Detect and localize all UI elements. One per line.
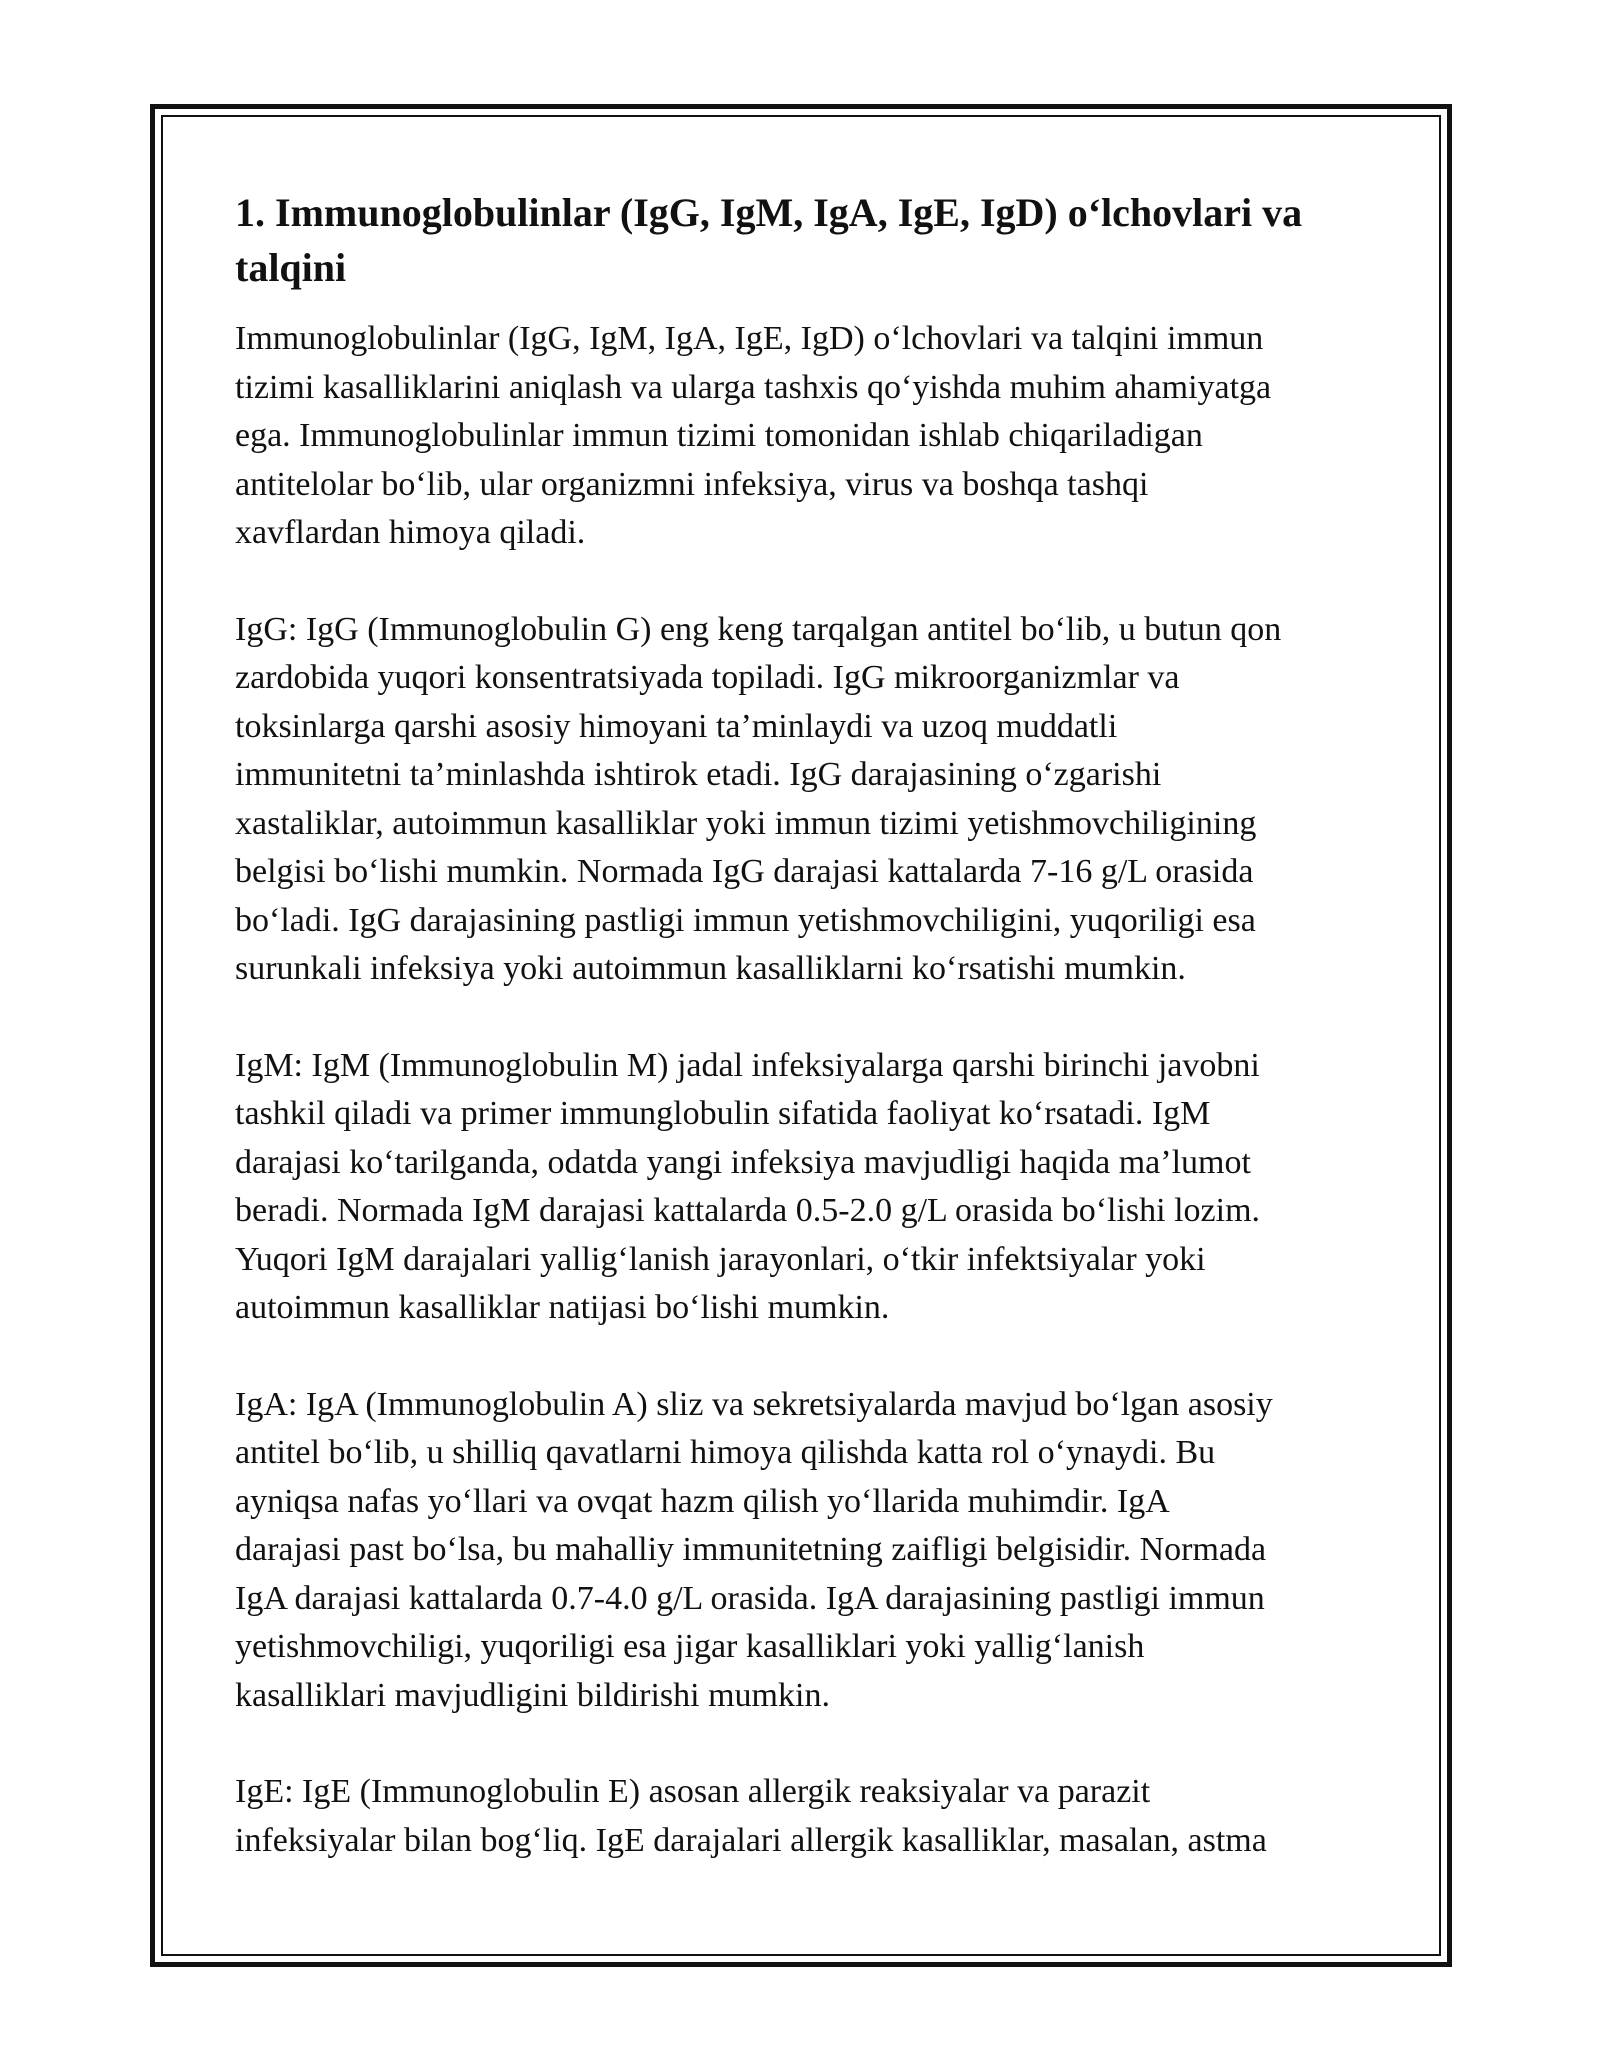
document-body [235,185,1375,1913]
ige-paragraph: IgE: IgE (Immunoglobulin E) asosan allergik reaksiyalar va parazit infeksiyalar bilan bog‘liq. IgE darajalari allergik kasalliklar, masalan, astma [235,1773,1267,1859]
igg-paragraph: IgG: IgG (Immunoglobulin G) eng keng tarqalgan antitel bo‘lib, u butun qon zardobida yuqori konsentratsiyada topiladi. IgG mikroorganizmlar va toksinlarga qarshi asosiy himoyani ta’minlaydi va uzoq muddatli immunitetni ta’minlashda ishtirok etadi. IgG darajasining o‘zgarishi xastaliklar, autoimmun kasalliklar yoki immun tizimi yetishmovchiligining belgisi bo‘lishi mumkin. Normada IgG darajasi kattalarda 7-16 g/L orasida bo‘ladi. IgG darajasining pastligi immun yetishmovchiligini, yuqoriligi esa surunkali infeksiya yoki autoimmun kasalliklarni ko‘rsatishi mumkin. [235,610,1282,987]
intro-paragraph: Immunoglobulinlar (IgG, IgM, IgA, IgE, IgD) o‘lchovlari va talqini immun tizimi kasalliklarini aniqlash va ularga tashxis qo‘yishda muhim ahamiyatga ega. Immunoglobulinlar immun tizimi tomonidan ishlab chiqariladigan antitelolar bo‘lib, ular organizmni infeksiya, virus va boshqa tashqi xavflardan himoya qiladi. [235,320,1272,551]
iga-paragraph: IgA: IgA (Immunoglobulin A) sliz va sekretsiyalarda mavjud bo‘lgan asosiy antitel bo‘lib, u shilliq qavatlarni himoya qilishda katta rol o‘ynaydi. Bu ayniqsa nafas yo‘llari va ovqat hazm qilish yo‘llarida muhimdir. IgA darajasi past bo‘lsa, bu mahalliy immunitetning zaifligi belgisidir. Normada IgA darajasi kattalarda 0.7-4.0 g/L orasida. IgA darajasining pastligi immun yetishmovchiligi, yuqoriligi esa jigar kasalliklari yoki yallig‘lanish kasalliklari mavjudligini bildirishi mumkin. [235,1385,1273,1714]
section-heading: 1. Immunoglobulinlar (IgG, IgM, IgA, IgE, IgD) o‘lchovlari va talqini [235,190,1303,290]
igm-paragraph: IgM: IgM (Immunoglobulin M) jadal infeksiyalarga qarshi birinchi javobni tashkil qiladi va primer immunglobulin sifatida faoliyat ko‘rsatadi. IgM darajasi ko‘tarilganda, odatda yangi infeksiya mavjudligi haqida ma’lumot beradi. Normada IgM darajasi kattalarda 0.5-2.0 g/L orasida bo‘lishi lozim. Yuqori IgM darajalari yallig‘lanish jarayonlari, o‘tkir infektsiyalar yoki autoimmun kasalliklar natijasi bo‘lishi mumkin. [235,1046,1261,1326]
